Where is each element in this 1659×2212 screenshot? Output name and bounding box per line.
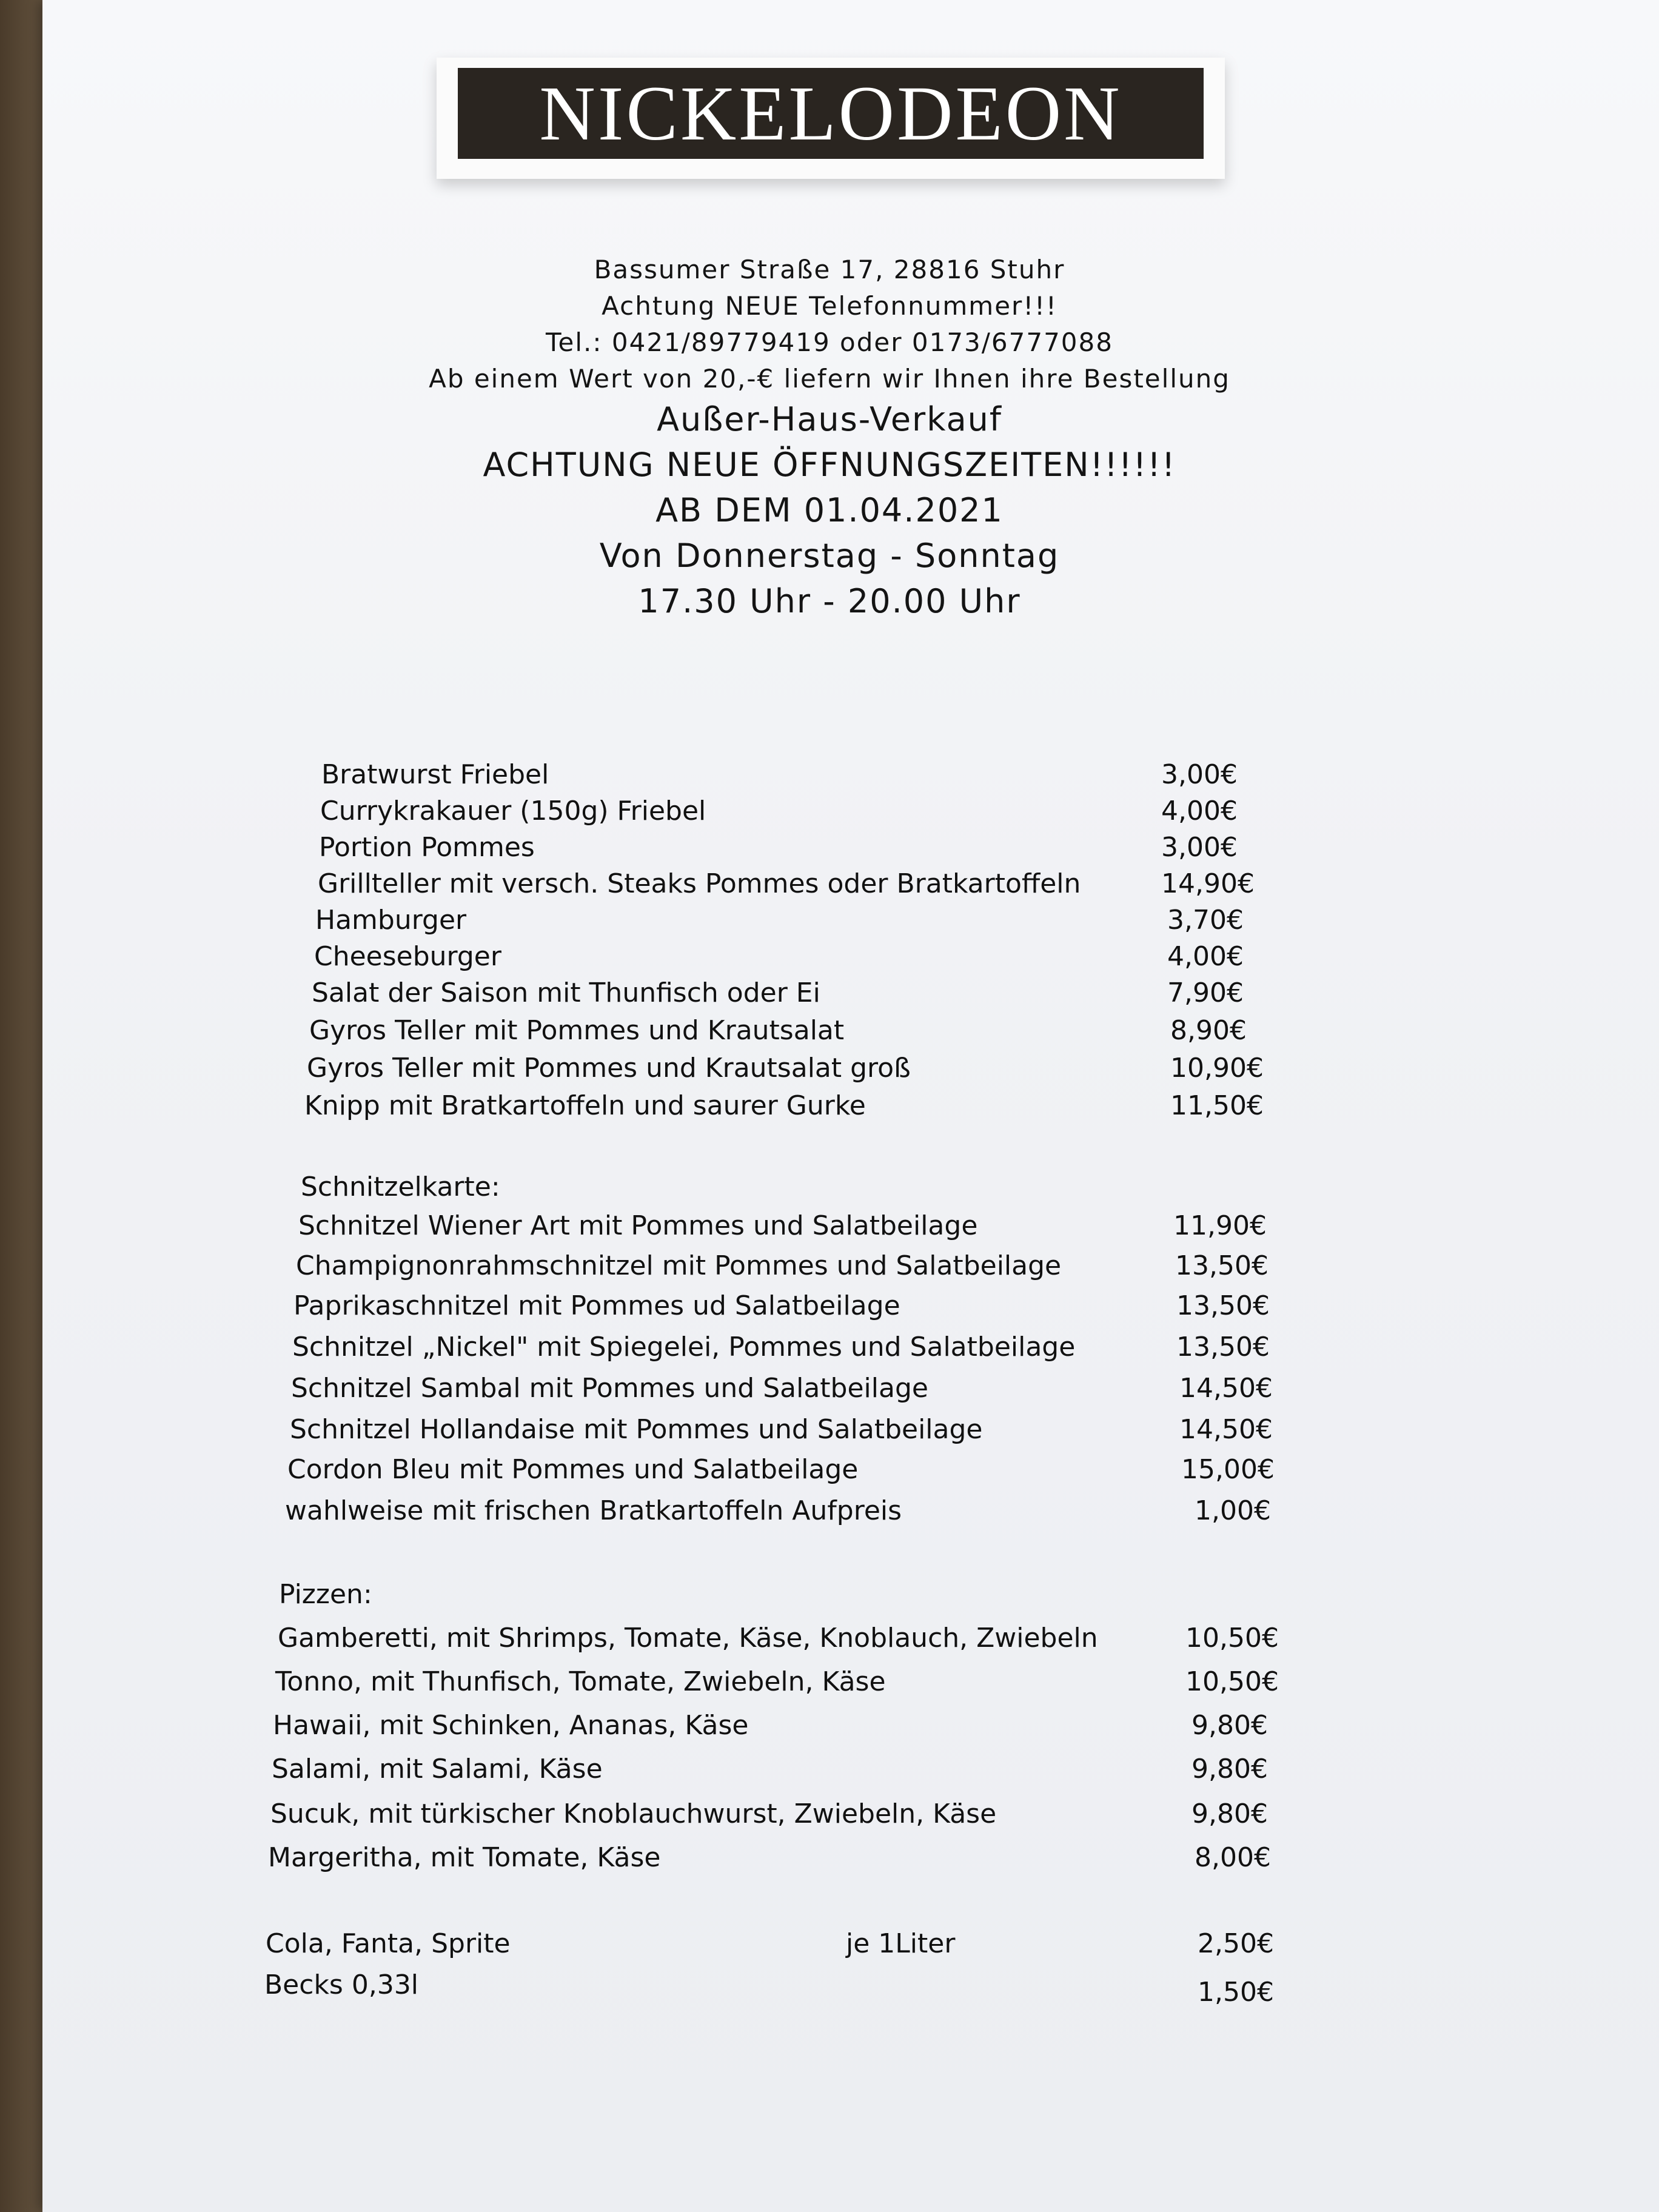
menu-item-name: Bratwurst Friebel <box>321 759 549 790</box>
menu-item-name: Cheeseburger <box>314 941 501 972</box>
menu-row <box>0 905 1659 941</box>
menu-item-name: Knipp mit Bratkartoffeln und saurer Gurke <box>304 1090 866 1121</box>
menu-row <box>0 1053 1659 1089</box>
schnitzel-item-price: 14,50€ <box>1179 1373 1273 1404</box>
pizza-row <box>0 1710 1659 1746</box>
menu-row <box>0 796 1659 832</box>
pizza-item-price: 9,80€ <box>1191 1754 1268 1785</box>
schnitzel-row <box>0 1414 1659 1450</box>
schnitzel-item-price: 14,50€ <box>1179 1414 1273 1445</box>
schnitzel-item-price: 15,00€ <box>1181 1454 1275 1485</box>
schnitzel-item-name: Champignonrahmschnitzel mit Pommes und Salatbeilage <box>296 1250 1062 1281</box>
drink-row <box>0 1969 1659 2006</box>
restaurant-logo: NICKELODEON <box>458 68 1204 159</box>
schnitzel-row <box>0 1210 1659 1247</box>
menu-item-price: 4,00€ <box>1167 941 1244 972</box>
schnitzel-row <box>0 1373 1659 1409</box>
pizza-row <box>0 1842 1659 1879</box>
from-date: AB DEM 01.04.2021 <box>655 491 1004 529</box>
schnitzel-item-price: 11,90€ <box>1173 1210 1267 1241</box>
drink-row <box>0 1928 1659 1965</box>
menu-row <box>0 977 1659 1014</box>
pizza-row <box>0 1754 1659 1790</box>
schnitzel-item-name: Schnitzel Hollandaise mit Pommes und Salatbeilage <box>290 1414 983 1445</box>
schnitzel-row <box>0 1332 1659 1368</box>
menu-item-price: 7,90€ <box>1167 977 1244 1008</box>
phone-notice: Achtung NEUE Telefonnummer!!! <box>602 291 1057 321</box>
drink-item-name: Becks 0,33l <box>264 1969 419 2000</box>
pizza-item-price: 9,80€ <box>1191 1710 1268 1741</box>
menu-item-name: Portion Pommes <box>319 832 535 863</box>
menu-item-name: Hamburger <box>315 905 467 936</box>
schnitzel-heading: Schnitzelkarte: <box>301 1171 500 1202</box>
menu-row <box>0 832 1659 868</box>
menu-item-price: 11,50€ <box>1170 1090 1264 1121</box>
drink-item-price: 2,50€ <box>1198 1928 1274 1959</box>
menu-row <box>0 1090 1659 1127</box>
menu-item-price: 3,00€ <box>1161 759 1238 790</box>
schnitzel-row <box>0 1250 1659 1287</box>
pizza-item-name: Sucuk, mit türkischer Knoblauchwurst, Zwiebeln, Käse <box>270 1798 997 1829</box>
pizza-item-price: 9,80€ <box>1191 1798 1268 1829</box>
phone-line: Tel.: 0421/89779419 oder 0173/6777088 <box>546 327 1113 357</box>
menu-item-price: 4,00€ <box>1161 796 1238 826</box>
menu-item-name: Currykrakauer (150g) Friebel <box>320 796 706 826</box>
menu-row <box>0 759 1659 796</box>
menu-item-name: Salat der Saison mit Thunfisch oder Ei <box>312 977 820 1008</box>
pizza-item-name: Margeritha, mit Tomate, Käse <box>268 1842 661 1873</box>
menu-item-name: Gyros Teller mit Pommes und Krautsalat <box>309 1015 845 1046</box>
schnitzel-item-price: 13,50€ <box>1176 1332 1270 1362</box>
schnitzel-item-price: 1,00€ <box>1195 1495 1271 1526</box>
menu-row <box>0 1015 1659 1051</box>
schnitzel-item-name: Cordon Bleu mit Pommes und Salatbeilage <box>287 1454 859 1485</box>
menu-item-name: Gyros Teller mit Pommes und Krautsalat groß <box>307 1053 911 1084</box>
menu-item-price: 3,70€ <box>1167 905 1244 936</box>
drink-item-note: je 1Liter <box>846 1928 956 1959</box>
schnitzel-row <box>0 1290 1659 1327</box>
schnitzel-item-name: Paprikaschnitzel mit Pommes ud Salatbeilage <box>293 1290 900 1321</box>
schnitzel-row <box>0 1454 1659 1490</box>
menu-item-price: 14,90€ <box>1161 868 1255 899</box>
takeaway-line: Außer-Haus-Verkauf <box>657 400 1002 438</box>
pizza-row <box>0 1798 1659 1835</box>
menu-row <box>0 941 1659 977</box>
pizza-heading: Pizzen: <box>279 1579 372 1610</box>
hours-notice: ACHTUNG NEUE ÖFFNUNGSZEITEN!!!!!! <box>483 446 1176 484</box>
drink-item-name: Cola, Fanta, Sprite <box>266 1928 511 1959</box>
pizza-row <box>0 1666 1659 1703</box>
schnitzel-item-price: 13,50€ <box>1176 1290 1270 1321</box>
schnitzel-item-name: Schnitzel Sambal mit Pommes und Salatbeilage <box>291 1373 928 1404</box>
pizza-item-price: 10,50€ <box>1185 1666 1279 1697</box>
menu-item-name: Grillteller mit versch. Steaks Pommes oder Bratkartoffeln <box>318 868 1081 899</box>
pizza-item-price: 10,50€ <box>1185 1623 1279 1654</box>
pizza-row <box>0 1623 1659 1659</box>
menu-item-price: 10,90€ <box>1170 1053 1264 1084</box>
menu-item-price: 8,90€ <box>1170 1015 1247 1046</box>
schnitzel-item-name: Schnitzel Wiener Art mit Pommes und Salatbeilage <box>298 1210 978 1241</box>
pizza-item-name: Gamberetti, mit Shrimps, Tomate, Käse, Knoblauch, Zwiebeln <box>278 1623 1098 1654</box>
menu-item-price: 3,00€ <box>1161 832 1238 863</box>
schnitzel-row <box>0 1495 1659 1532</box>
menu-row <box>0 868 1659 905</box>
delivery-line: Ab einem Wert von 20,-€ liefern wir Ihnen ihre Bestellung <box>429 364 1230 394</box>
address-line: Bassumer Straße 17, 28816 Stuhr <box>594 255 1065 284</box>
schnitzel-item-price: 13,50€ <box>1175 1250 1269 1281</box>
pizza-item-name: Salami, mit Salami, Käse <box>272 1754 603 1785</box>
drink-item-price: 1,50€ <box>1198 1977 1274 2008</box>
pizza-item-name: Tonno, mit Thunfisch, Tomate, Zwiebeln, Käse <box>275 1666 886 1697</box>
pizza-item-price: 8,00€ <box>1195 1842 1271 1873</box>
schnitzel-item-name: Schnitzel „Nickel" mit Spiegelei, Pommes und Salatbeilage <box>292 1332 1076 1362</box>
pizza-item-name: Hawaii, mit Schinken, Ananas, Käse <box>273 1710 749 1741</box>
opening-hours: 17.30 Uhr - 20.00 Uhr <box>638 582 1021 620</box>
opening-days: Von Donnerstag - Sonntag <box>599 537 1060 575</box>
schnitzel-item-name: wahlweise mit frischen Bratkartoffeln Aufpreis <box>285 1495 902 1526</box>
